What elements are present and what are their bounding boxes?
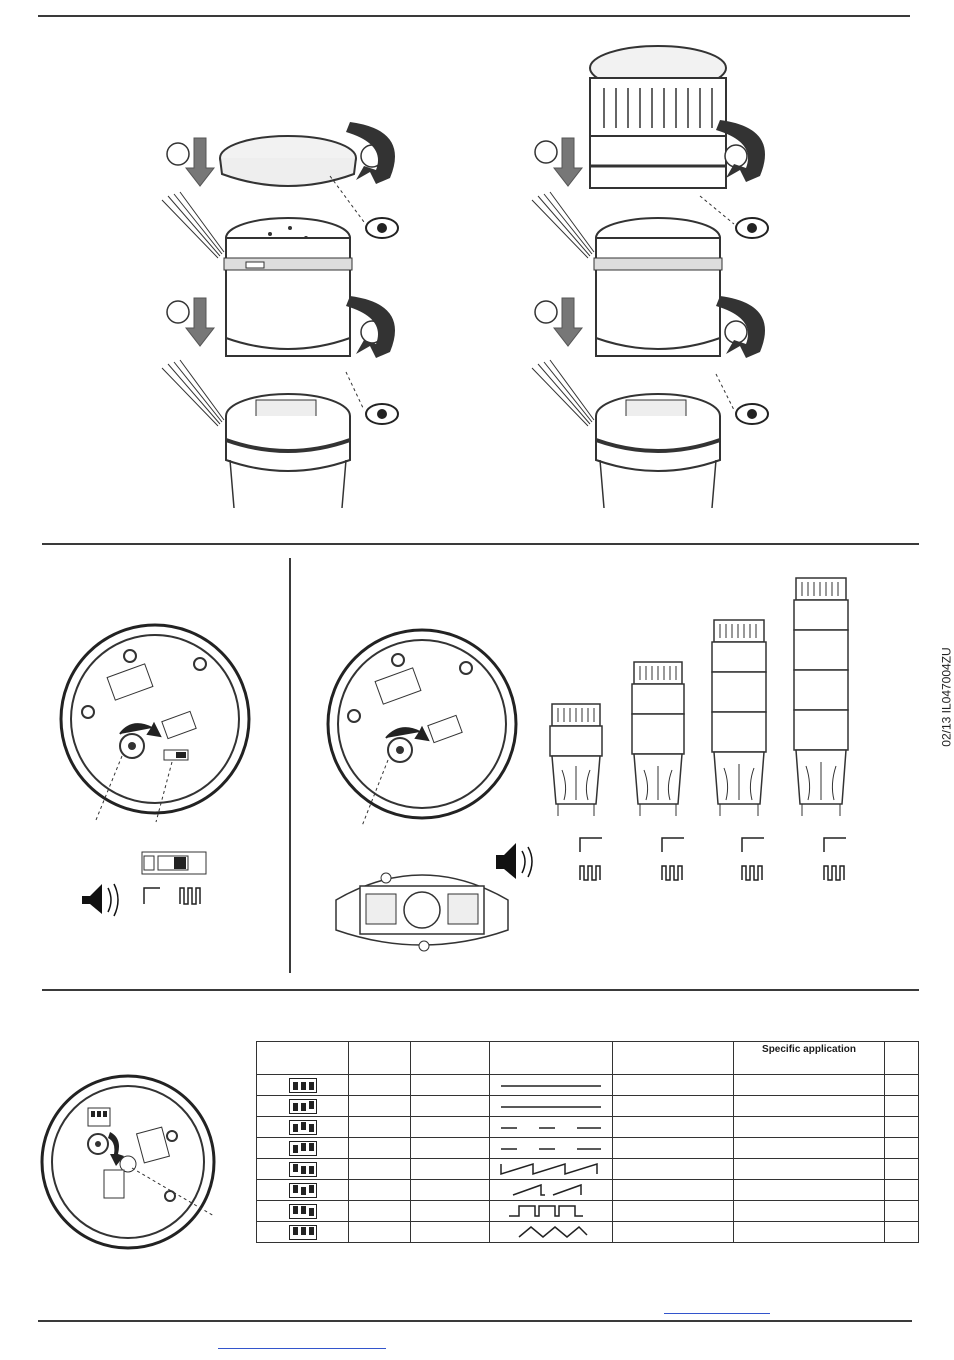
table-cell [490, 1096, 613, 1117]
base-top-view-middle [326, 630, 526, 960]
table-row [257, 1117, 919, 1138]
table-cell [734, 1138, 885, 1159]
table-cell [613, 1159, 734, 1180]
waveform-icon [497, 1204, 605, 1218]
table-header-row [257, 1042, 919, 1075]
continuous-signal-icon [144, 888, 160, 904]
table-header-specific: Specific application [734, 1042, 885, 1075]
eye-icon [366, 218, 398, 238]
table-header-cell [349, 1042, 411, 1075]
dip-switch-icon [289, 1120, 317, 1135]
table-header-cell [257, 1042, 349, 1075]
step-marker [167, 143, 189, 165]
base-top-view-dip [40, 1074, 220, 1224]
table-cell [257, 1117, 349, 1138]
waveform-icon [497, 1183, 605, 1197]
down-arrow-icon [554, 298, 582, 346]
dip-switch-icon [289, 1162, 317, 1177]
table-cell [490, 1159, 613, 1180]
table-cell [734, 1075, 885, 1096]
table-cell [349, 1075, 411, 1096]
table-row [257, 1096, 919, 1117]
table-cell [613, 1075, 734, 1096]
tower-stack-2 [630, 658, 686, 820]
dip-switch-icon [289, 1183, 317, 1198]
top-rule [38, 15, 910, 17]
section-divider [289, 558, 291, 973]
table-cell [885, 1201, 919, 1222]
tone-settings-table [256, 1041, 919, 1243]
table-cell [411, 1180, 490, 1201]
down-arrow-icon [554, 138, 582, 186]
step-marker [725, 145, 747, 167]
table-cell [734, 1201, 885, 1222]
table-row [257, 1075, 919, 1096]
table-cell [490, 1180, 613, 1201]
table-cell [411, 1138, 490, 1159]
table-cell [613, 1096, 734, 1117]
table-row [257, 1138, 919, 1159]
dip-switch-icon [289, 1099, 317, 1114]
down-arrow-icon [186, 138, 214, 186]
footer-link-underline [664, 1313, 770, 1314]
tower-stack-1 [548, 700, 604, 820]
speaker-icon [82, 884, 118, 916]
table-cell [411, 1159, 490, 1180]
table-row [257, 1201, 919, 1222]
table-row [257, 1159, 919, 1180]
table-cell [411, 1117, 490, 1138]
table-cell [613, 1222, 734, 1243]
base-top-view-left [60, 624, 260, 914]
table-row [257, 1222, 919, 1243]
table-cell [734, 1222, 885, 1243]
table-cell [490, 1222, 613, 1243]
table-cell [734, 1180, 885, 1201]
waveform-icon [497, 1120, 605, 1134]
table-cell [885, 1096, 919, 1117]
table-cell [411, 1096, 490, 1117]
signal-icons-row [574, 836, 854, 886]
dip-switch-icon [289, 1078, 317, 1093]
table-cell [613, 1201, 734, 1222]
footer-rule [38, 1320, 912, 1322]
step-marker [535, 301, 557, 323]
table-cell [885, 1075, 919, 1096]
table-cell [613, 1180, 734, 1201]
table-header-cell [885, 1042, 919, 1075]
tower-stack-4 [792, 574, 850, 820]
table-cell [349, 1138, 411, 1159]
waveform-icon [497, 1162, 605, 1176]
eye-icon [366, 404, 398, 424]
eye-icon [736, 404, 768, 424]
step-marker [167, 301, 189, 323]
table-cell [411, 1201, 490, 1222]
table-cell [257, 1201, 349, 1222]
table-cell [349, 1096, 411, 1117]
table-row [257, 1180, 919, 1201]
table-header-cell [613, 1042, 734, 1075]
table-cell [257, 1096, 349, 1117]
footer-link-underline [218, 1348, 386, 1349]
table-cell [885, 1180, 919, 1201]
table-cell [885, 1117, 919, 1138]
table-header-cell [411, 1042, 490, 1075]
table-cell [411, 1222, 490, 1243]
dip-switch-icon [289, 1141, 317, 1156]
table-cell [257, 1075, 349, 1096]
assembly-diagram-left [150, 110, 450, 520]
section-rule [42, 543, 919, 545]
down-arrow-icon [186, 298, 214, 346]
table-cell [257, 1159, 349, 1180]
table-cell [257, 1222, 349, 1243]
table-cell [490, 1075, 613, 1096]
table-cell [490, 1201, 613, 1222]
dip-switch-icon [289, 1225, 317, 1240]
table-cell [885, 1222, 919, 1243]
eye-icon [736, 218, 768, 238]
table-cell [734, 1159, 885, 1180]
waveform-icon [497, 1141, 605, 1155]
table-cell [349, 1159, 411, 1180]
table-cell [257, 1138, 349, 1159]
table-cell [885, 1159, 919, 1180]
section-rule [42, 989, 919, 991]
table-cell [885, 1138, 919, 1159]
dip-switch-icon [289, 1204, 317, 1219]
assembly-diagram-right [520, 48, 820, 520]
speaker-icon [494, 843, 538, 883]
table-cell [411, 1075, 490, 1096]
waveform-icon [497, 1078, 605, 1092]
waveform-icon [497, 1225, 605, 1239]
table-cell [613, 1138, 734, 1159]
table-cell [490, 1117, 613, 1138]
tower-stack-3 [710, 616, 768, 820]
step-marker [725, 321, 747, 343]
document-code: 02/13 IL047004ZU [939, 647, 954, 747]
table-cell [734, 1117, 885, 1138]
table-cell [349, 1117, 411, 1138]
table-cell [490, 1138, 613, 1159]
table-cell [349, 1201, 411, 1222]
table-cell [349, 1180, 411, 1201]
table-cell [613, 1117, 734, 1138]
table-cell [734, 1096, 885, 1117]
pulse-signal-icon [180, 888, 200, 904]
table-cell [257, 1180, 349, 1201]
waveform-icon [497, 1099, 605, 1113]
table-header-cell [490, 1042, 613, 1075]
table-cell [349, 1222, 411, 1243]
step-marker [535, 141, 557, 163]
